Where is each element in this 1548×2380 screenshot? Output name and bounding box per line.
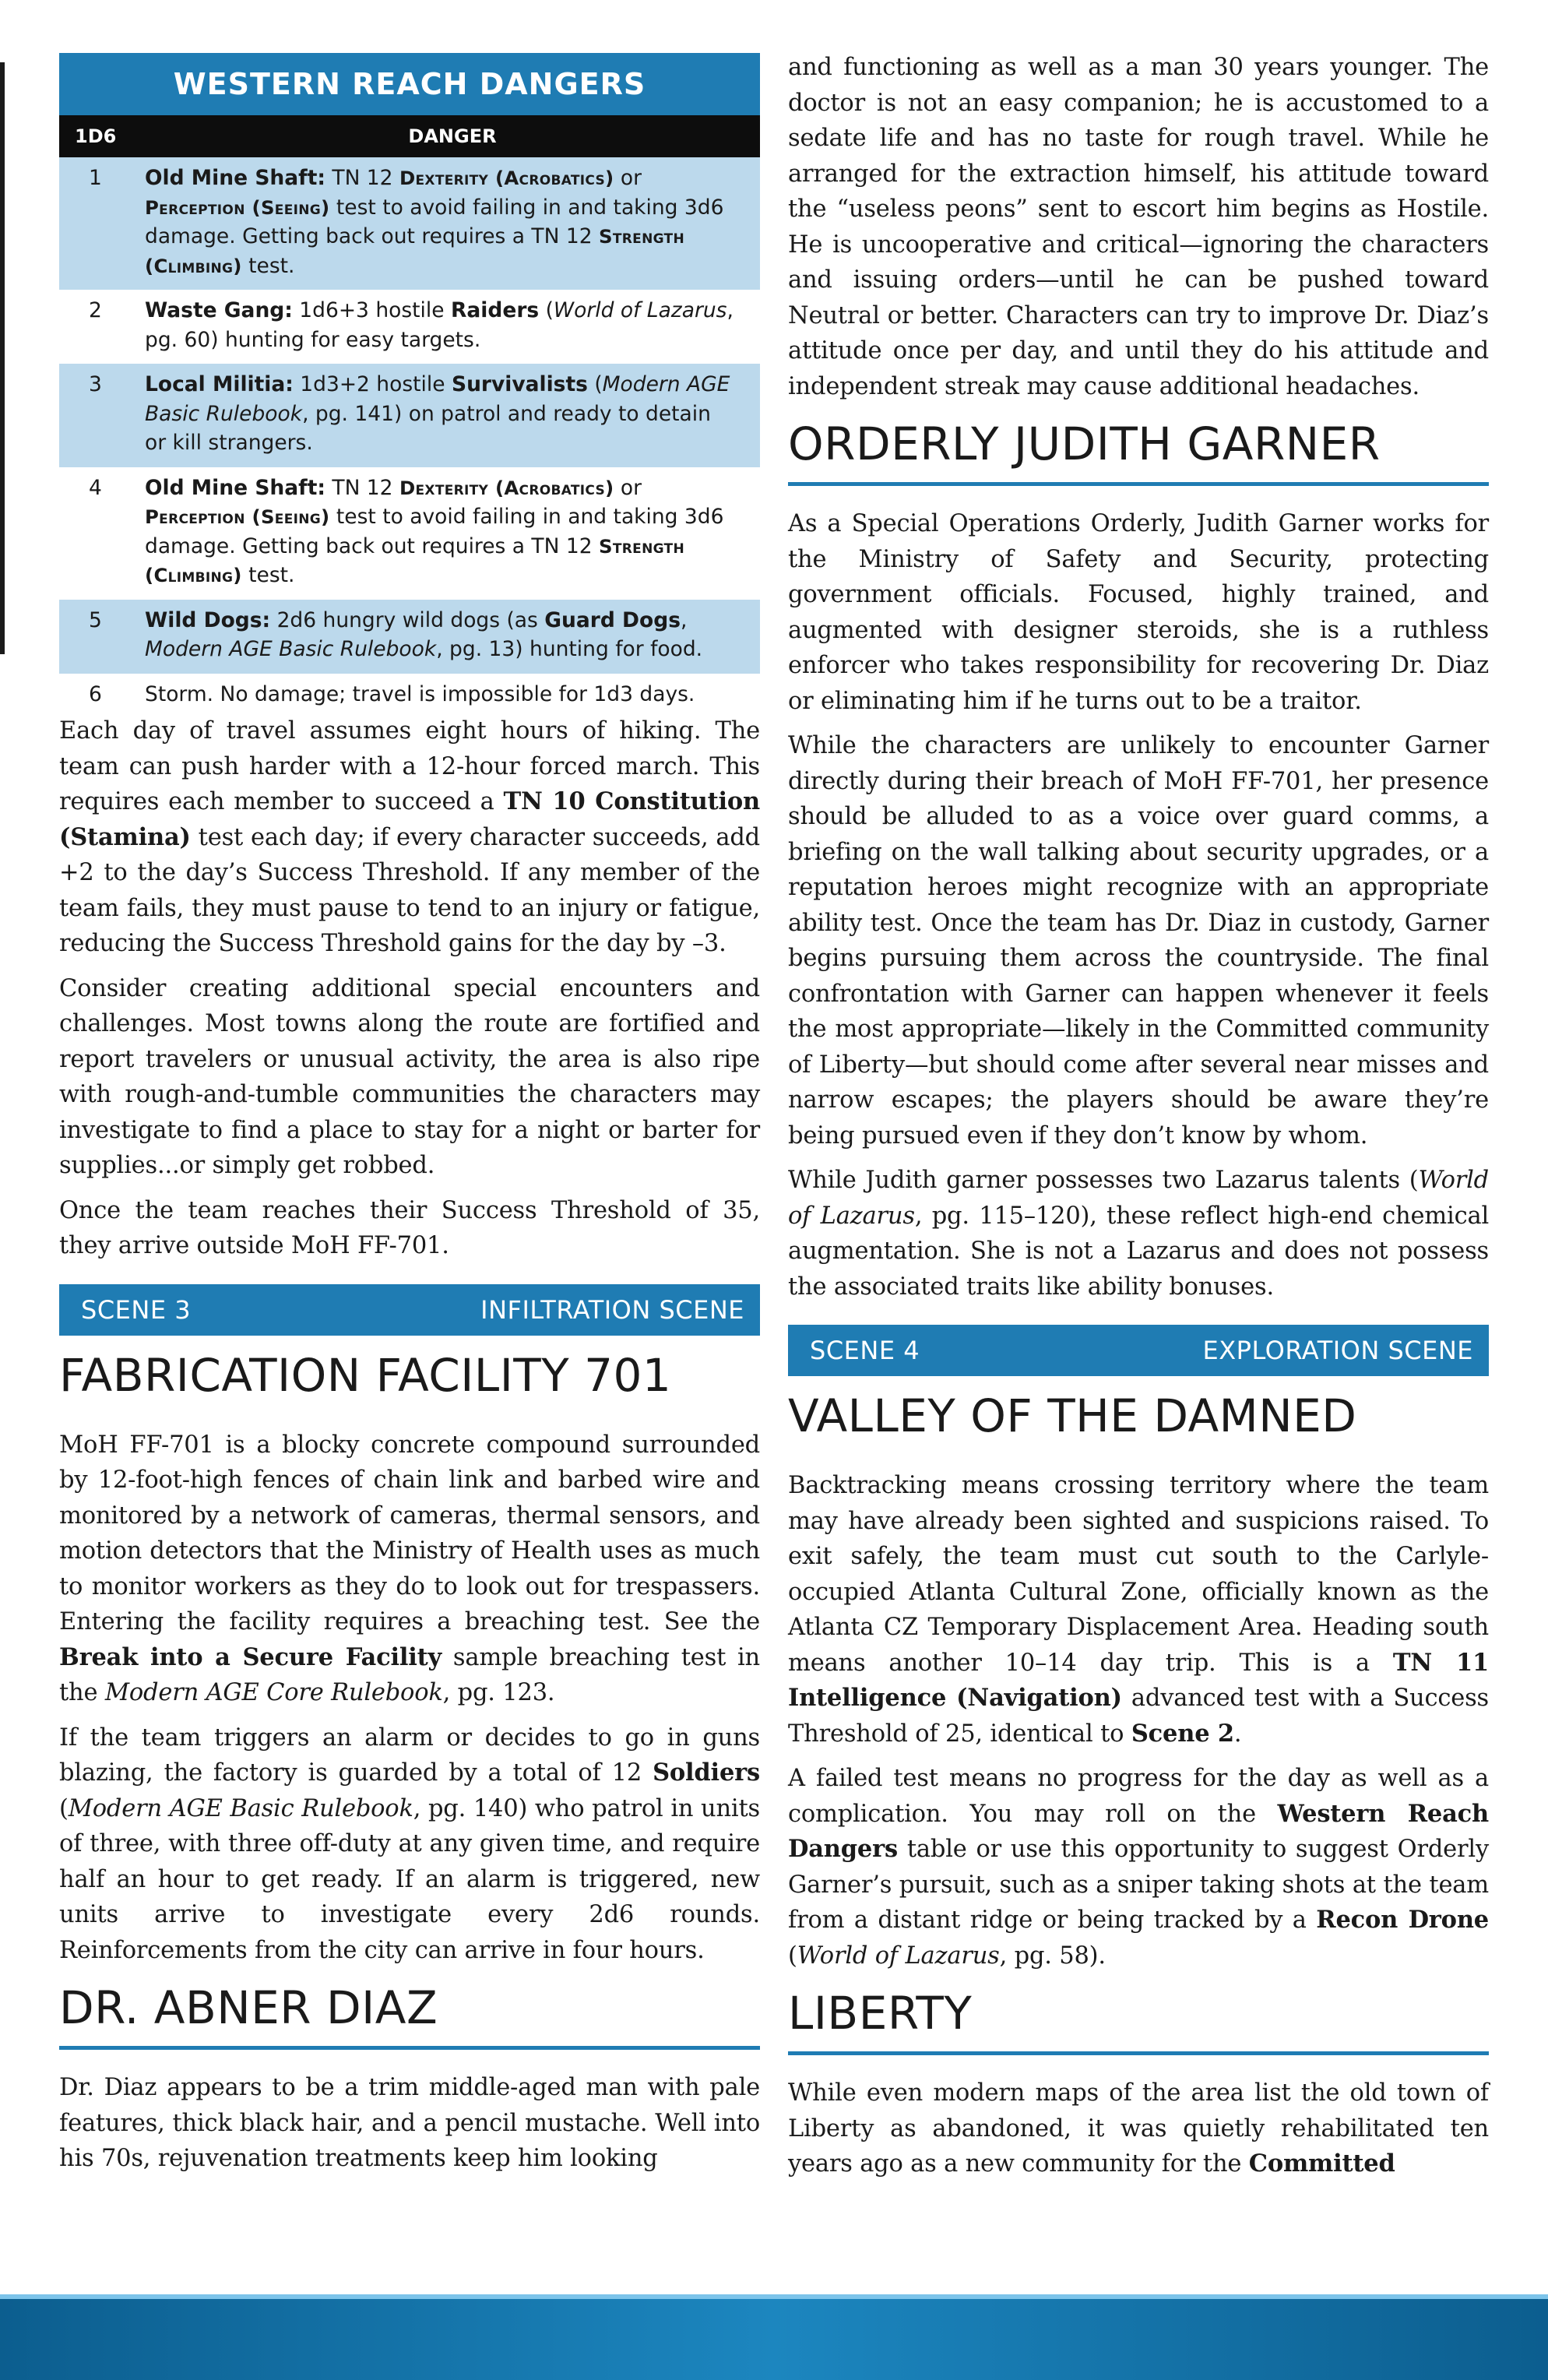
western-reach-dangers-table [59, 53, 760, 718]
row-text: Local Militia: 1d3+2 hostile Survivalists (Modern AGE Basic Rulebook, pg. 141) on patrol and ready to detain or kill strangers. [145, 372, 730, 455]
paragraph-backtracking: Backtracking means crossing territory where the team may have already been sighted and suspicions raised. To exit safely, the team must cut south to the Carlyle-occupied Atlanta Cultural Zone, officially known as the Atlanta CZ Temporary Displacement Area. Heading south means another 10–14 day trip. This is a TN 11 Intelligence (Navigation) advanced test with a Success Threshold of 25, identical to Scene 2. [788, 1472, 1489, 1748]
page-edge-bar [0, 62, 5, 654]
scene-3-type: INFILTRATION SCENE [480, 1294, 744, 1325]
paragraph-alarm: If the team triggers an alarm or decides to go in guns blazing, the factory is guarded by a total of 12 Soldiers (Modern AGE Basic Rulebook, pg. 140) who patrol in units of three, with three off-duty at any given time, and require half an hour to get ready. If an alarm is triggered, new units arrive to investigate every 2d6 rounds. Reinforcements from the city can arrive in four hours. [59, 1723, 760, 1964]
scene-3-label: SCENE 3 [81, 1294, 192, 1325]
row-number: 4 [89, 475, 102, 500]
heading-valley-of-the-damned: VALLEY OF THE DAMNED [788, 1389, 1357, 1442]
heading-liberty: LIBERTY [788, 1986, 1489, 2055]
table-header [59, 115, 760, 157]
page-footer-band [0, 2294, 1548, 2380]
left-column [59, 53, 760, 2186]
paragraph-travel: Each day of travel assumes eight hours of hiking. The team can push harder with a 12-hour forced march. This requires each member to succeed a TN 10 Constitution (Stamina) test each day; if every character succeeds, add +2 to the day’s Success Threshold. If any member of the team fails, they must pause to tend to an injury or fatigue, reducing the Success Threshold gains for the day by –3. [59, 717, 760, 957]
table-row [59, 364, 760, 467]
table-header-1d6: 1D6 [75, 125, 117, 147]
table-row [59, 467, 760, 600]
scene-4-type: EXPLORATION SCENE [1202, 1336, 1473, 1365]
paragraph-garner-talents: While Judith garner possesses two Lazarus talents (World of Lazarus, pg. 115–120), these reflect high-end chemical augmentation. She is not a Lazarus and does not possess the associated traits like ability bonuses. [788, 1167, 1489, 1301]
paragraph-diaz: Dr. Diaz appears to be a trim middle-aged man with pale features, thick black hair, and a pencil mustache. Well into his 70s, rejuvenation treatments keep him looking [59, 2074, 760, 2172]
row-text: Storm. No damage; travel is impossible for 1d3 days. [145, 681, 695, 706]
paragraph-diaz-continued: and functioning as well as a man 30 years younger. The doctor is not an easy companion; he is accustomed to a sedate life and has no taste for rough travel. While he arranged for the extraction himself, his attitude toward the “useless peons” sent to escort him begins as Hostile. He is uncooperative and critical—ignoring the characters and issuing orders—until he can be pushed toward Neutral or better. Characters can try to improve Dr. Diaz’s attitude once per day, and until they do his attitude and independent streak may cause additional headaches. [788, 54, 1489, 400]
row-text: Waste Gang: 1d6+3 hostile Raiders (World of Lazarus, pg. 60) hunting for easy targets. [145, 298, 734, 352]
paragraph-threshold: Once the team reaches their Success Threshold of 35, they arrive outside MoH FF-701. [59, 1196, 760, 1259]
table-row [59, 674, 760, 719]
table-row [59, 290, 760, 364]
paragraph-garner-intro: As a Special Operations Orderly, Judith Garner works for the Ministry of Safety and Security, protecting government officials. Focused, highly trained, and augmented with designer steroids, she is a ruthless enforcer who takes responsibility for recovering Dr. Diaz or eliminating him if he turns out to be a traitor. [788, 510, 1489, 715]
row-number: 2 [89, 298, 102, 322]
row-text: Old Mine Shaft: TN 12 Dexterity (Acrobatics) or Perception (Seeing) test to avoid failing in and taking 3d6 damage. Getting back out requires a TN 12 Strength (Climbing) test. [145, 475, 724, 587]
heading-fabrication-facility: FABRICATION FACILITY 701 [59, 1348, 672, 1402]
scene-4-label: SCENE 4 [810, 1336, 920, 1365]
row-number: 5 [89, 607, 102, 632]
scene-4-bar [788, 1325, 1489, 1376]
table-row [59, 600, 760, 674]
paragraph-failed-test: A failed test means no progress for the day as well as a complication. You may roll on the Western Reach Dangers table or use this opportunity to suggest Orderly Garner’s pursuit, such as a sniper taking shots at the team from a distant ridge or being tracked by a Recon Drone (World of Lazarus, pg. 58). [788, 1765, 1490, 1970]
paragraph-garner-pursuit: While the characters are unlikely to encounter Garner directly during their breach of MoH FF-701, her presence should be alluded to as a voice over guard comms, a briefing on the wall talking about security upgrades, or a reputation heroes might recognize with an appropriate ability test. Once the team has Dr. Diaz in custody, Garner begins pursuing them across the countryside. The final confrontation with Garner can happen whenever it feels the most appropriate—likely in the Committed community of Liberty—but should come after several near misses and narrow escapes; the players should be aware they’re being pursued even if they don’t know by whom. [788, 732, 1489, 1150]
row-number: 6 [89, 681, 102, 706]
paragraph-liberty: While even modern maps of the area list the old town of Liberty as abandoned, it was quietly rehabilitated ten years ago as a new community for the Committed [788, 2079, 1489, 2178]
paragraph-facility: MoH FF-701 is a blocky concrete compound surrounded by 12-foot-high fences of chain link and barbed wire and monitored by a network of cameras, thermal sensors, and motion detectors that the Ministry of Health uses as much to monitor workers as they do to look out for trespassers. Entering the facility requires a breaching test. See the Break into a Secure Facility sample breaching test in the Modern AGE Core Rulebook, pg. 123. [59, 1431, 760, 1706]
row-number: 3 [89, 372, 102, 396]
row-number: 1 [89, 166, 102, 190]
table-header-danger: DANGER [408, 125, 497, 147]
right-column [788, 50, 1489, 2192]
scene-3-bar [59, 1284, 760, 1336]
paragraph-encounters: Consider creating additional special encounters and challenges. Most towns along the route are fortified and report travelers or unusual activity, the area is also ripe with rough-and-tumble communities the characters may investigate to find a place to stay for a night or barter for supplies...or simply get robbed. [59, 974, 760, 1179]
table-title: WESTERN REACH DANGERS [59, 53, 760, 115]
heading-orderly-judith-garner: ORDERLY JUDITH GARNER [788, 417, 1489, 486]
heading-dr-abner-diaz: DR. ABNER DIAZ [59, 1980, 760, 2050]
row-text: Old Mine Shaft: TN 12 Dexterity (Acrobatics) or Perception (Seeing) test to avoid failing in and taking 3d6 damage. Getting back out requires a TN 12 Strength (Climbing) test. [145, 166, 724, 278]
row-text: Wild Dogs: 2d6 hungry wild dogs (as Guard Dogs, Modern AGE Basic Rulebook, pg. 13) hunting for food. [145, 607, 703, 661]
table-row [59, 157, 760, 290]
